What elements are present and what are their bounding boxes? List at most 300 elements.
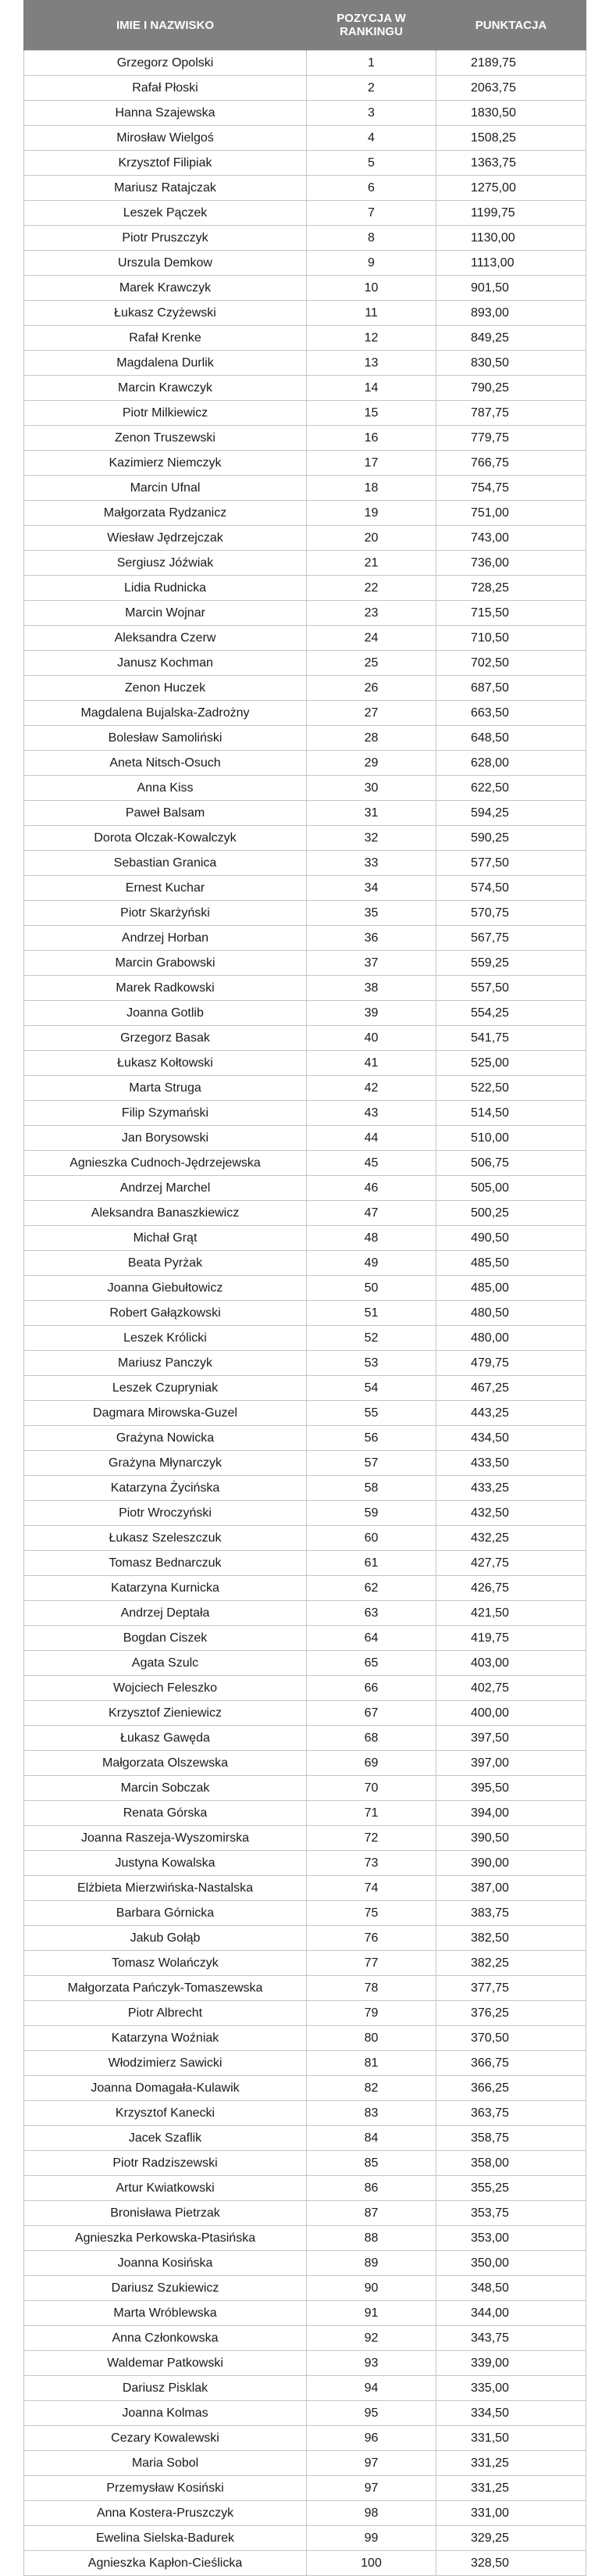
cell-name: Piotr Albrecht bbox=[24, 2001, 307, 2026]
cell-points: 348,50 bbox=[436, 2276, 586, 2301]
table-row bbox=[24, 1926, 586, 1951]
table-row bbox=[24, 1201, 586, 1226]
cell-name: Maria Sobol bbox=[24, 2451, 307, 2476]
table-row bbox=[24, 1851, 586, 1876]
cell-name: Zenon Huczek bbox=[24, 676, 307, 701]
cell-position: 97 bbox=[307, 2451, 436, 2476]
cell-name: Justyna Kowalska bbox=[24, 1851, 307, 1876]
cell-position: 22 bbox=[307, 576, 436, 601]
cell-points: 766,75 bbox=[436, 451, 586, 476]
cell-position: 28 bbox=[307, 726, 436, 751]
table-row bbox=[24, 1001, 586, 1026]
header-position: POZYCJA W RANKINGU bbox=[307, 0, 436, 51]
table-row bbox=[24, 2151, 586, 2176]
cell-points: 2189,75 bbox=[436, 51, 586, 76]
cell-position: 71 bbox=[307, 1801, 436, 1826]
cell-name: Lidia Rudnicka bbox=[24, 576, 307, 601]
cell-points: 490,50 bbox=[436, 1226, 586, 1251]
table-row bbox=[24, 1901, 586, 1926]
cell-name: Tomasz Wolańczyk bbox=[24, 1951, 307, 1976]
cell-position: 60 bbox=[307, 1526, 436, 1551]
cell-points: 433,25 bbox=[436, 1476, 586, 1501]
table-row bbox=[24, 451, 586, 476]
cell-name: Małgorzata Olszewska bbox=[24, 1751, 307, 1776]
cell-points: 559,25 bbox=[436, 951, 586, 976]
cell-points: 557,50 bbox=[436, 976, 586, 1001]
table-row bbox=[24, 151, 586, 176]
table-row bbox=[24, 1226, 586, 1251]
cell-points: 366,25 bbox=[436, 2076, 586, 2101]
cell-points: 480,50 bbox=[436, 1301, 586, 1326]
table-row bbox=[24, 1501, 586, 1526]
table-row bbox=[24, 2326, 586, 2351]
cell-points: 427,75 bbox=[436, 1551, 586, 1576]
table-row bbox=[24, 1426, 586, 1451]
cell-points: 1830,50 bbox=[436, 101, 586, 126]
table-header bbox=[24, 0, 586, 51]
table-row bbox=[24, 301, 586, 326]
table-row bbox=[24, 1176, 586, 1201]
table-row bbox=[24, 276, 586, 301]
cell-name: Anna Kostera-Pruszczyk bbox=[24, 2501, 307, 2526]
table-row bbox=[24, 1026, 586, 1051]
cell-position: 61 bbox=[307, 1551, 436, 1576]
cell-points: 377,75 bbox=[436, 1976, 586, 2001]
cell-name: Marta Struga bbox=[24, 1076, 307, 1101]
cell-name: Łukasz Czyżewski bbox=[24, 301, 307, 326]
cell-points: 1508,25 bbox=[436, 126, 586, 151]
header-name: IMIE I NAZWISKO bbox=[24, 0, 307, 51]
table-row bbox=[24, 201, 586, 226]
cell-name: Mariusz Panczyk bbox=[24, 1351, 307, 1376]
cell-points: 1275,00 bbox=[436, 176, 586, 201]
table-row bbox=[24, 551, 586, 576]
cell-name: Barbara Górnicka bbox=[24, 1901, 307, 1926]
cell-points: 432,50 bbox=[436, 1501, 586, 1526]
cell-name: Cezary Kowalewski bbox=[24, 2426, 307, 2451]
table-row bbox=[24, 2001, 586, 2026]
cell-position: 10 bbox=[307, 276, 436, 301]
cell-name: Aleksandra Banaszkiewicz bbox=[24, 1201, 307, 1226]
cell-position: 37 bbox=[307, 951, 436, 976]
cell-name: Paweł Balsam bbox=[24, 801, 307, 826]
cell-name: Ewelina Sielska-Badurek bbox=[24, 2526, 307, 2551]
cell-position: 34 bbox=[307, 876, 436, 901]
cell-points: 506,75 bbox=[436, 1151, 586, 1176]
cell-position: 56 bbox=[307, 1426, 436, 1451]
cell-name: Grzegorz Basak bbox=[24, 1026, 307, 1051]
cell-name: Katarzyna Kurnicka bbox=[24, 1576, 307, 1601]
cell-points: 343,75 bbox=[436, 2326, 586, 2351]
cell-position: 49 bbox=[307, 1251, 436, 1276]
table-row bbox=[24, 2201, 586, 2226]
cell-position: 57 bbox=[307, 1451, 436, 1476]
cell-points: 622,50 bbox=[436, 776, 586, 801]
cell-name: Krzysztof Filipiak bbox=[24, 151, 307, 176]
table-row bbox=[24, 426, 586, 451]
cell-position: 95 bbox=[307, 2401, 436, 2426]
table-row bbox=[24, 2501, 586, 2526]
cell-name: Joanna Kosińska bbox=[24, 2251, 307, 2276]
cell-points: 334,50 bbox=[436, 2401, 586, 2426]
cell-name: Leszek Czupryniak bbox=[24, 1376, 307, 1401]
table-row bbox=[24, 351, 586, 376]
cell-points: 2063,75 bbox=[436, 76, 586, 101]
cell-points: 522,50 bbox=[436, 1076, 586, 1101]
cell-name: Bronisława Pietrzak bbox=[24, 2201, 307, 2226]
cell-points: 331,25 bbox=[436, 2451, 586, 2476]
cell-name: Janusz Kochman bbox=[24, 651, 307, 676]
cell-position: 20 bbox=[307, 526, 436, 551]
cell-name: Dariusz Szukiewicz bbox=[24, 2276, 307, 2301]
cell-position: 73 bbox=[307, 1851, 436, 1876]
cell-name: Urszula Demkow bbox=[24, 251, 307, 276]
cell-name: Łukasz Gawęda bbox=[24, 1726, 307, 1751]
cell-points: 397,50 bbox=[436, 1726, 586, 1751]
cell-name: Wojciech Feleszko bbox=[24, 1676, 307, 1701]
cell-name: Marta Wróblewska bbox=[24, 2301, 307, 2326]
cell-position: 52 bbox=[307, 1326, 436, 1351]
cell-points: 901,50 bbox=[436, 276, 586, 301]
cell-position: 4 bbox=[307, 126, 436, 151]
table-row bbox=[24, 2401, 586, 2426]
table-row bbox=[24, 1776, 586, 1801]
cell-name: Jakub Gołąb bbox=[24, 1926, 307, 1951]
cell-position: 98 bbox=[307, 2501, 436, 2526]
cell-name: Jacek Szaflik bbox=[24, 2126, 307, 2151]
cell-name: Małgorzata Rydzanicz bbox=[24, 501, 307, 526]
cell-position: 89 bbox=[307, 2251, 436, 2276]
cell-position: 50 bbox=[307, 1276, 436, 1301]
table-row bbox=[24, 1626, 586, 1651]
cell-name: Marcin Krawczyk bbox=[24, 376, 307, 401]
table-row bbox=[24, 2351, 586, 2376]
cell-points: 590,25 bbox=[436, 826, 586, 851]
cell-points: 335,00 bbox=[436, 2376, 586, 2401]
cell-points: 353,75 bbox=[436, 2201, 586, 2226]
cell-name: Agata Szulc bbox=[24, 1651, 307, 1676]
cell-points: 376,25 bbox=[436, 2001, 586, 2026]
cell-position: 14 bbox=[307, 376, 436, 401]
cell-points: 331,25 bbox=[436, 2476, 586, 2501]
cell-points: 355,25 bbox=[436, 2176, 586, 2201]
table-row bbox=[24, 1101, 586, 1126]
cell-points: 403,00 bbox=[436, 1651, 586, 1676]
cell-points: 387,00 bbox=[436, 1876, 586, 1901]
cell-points: 394,00 bbox=[436, 1801, 586, 1826]
cell-points: 344,00 bbox=[436, 2301, 586, 2326]
table-row bbox=[24, 1301, 586, 1326]
cell-points: 363,75 bbox=[436, 2101, 586, 2126]
cell-points: 754,75 bbox=[436, 476, 586, 501]
table-body bbox=[24, 51, 586, 2576]
cell-points: 370,50 bbox=[436, 2026, 586, 2051]
cell-position: 12 bbox=[307, 326, 436, 351]
cell-position: 36 bbox=[307, 926, 436, 951]
cell-position: 94 bbox=[307, 2376, 436, 2401]
table-row bbox=[24, 2026, 586, 2051]
table-row bbox=[24, 2076, 586, 2101]
table-row bbox=[24, 1326, 586, 1351]
cell-position: 78 bbox=[307, 1976, 436, 2001]
cell-points: 751,00 bbox=[436, 501, 586, 526]
table-row bbox=[24, 726, 586, 751]
cell-position: 26 bbox=[307, 676, 436, 701]
table-row bbox=[24, 1401, 586, 1426]
cell-points: 500,25 bbox=[436, 1201, 586, 1226]
cell-name: Katarzyna Życińska bbox=[24, 1476, 307, 1501]
cell-position: 2 bbox=[307, 76, 436, 101]
table-row bbox=[24, 1876, 586, 1901]
table-row bbox=[24, 2226, 586, 2251]
cell-name: Sebastian Granica bbox=[24, 851, 307, 876]
cell-name: Leszek Królicki bbox=[24, 1326, 307, 1351]
table-row bbox=[24, 251, 586, 276]
cell-name: Rafał Krenke bbox=[24, 326, 307, 351]
cell-name: Przemysław Kosiński bbox=[24, 2476, 307, 2501]
cell-name: Magdalena Bujalska-Zadrożny bbox=[24, 701, 307, 726]
cell-points: 328,50 bbox=[436, 2551, 586, 2576]
cell-position: 58 bbox=[307, 1476, 436, 1501]
cell-position: 91 bbox=[307, 2301, 436, 2326]
cell-name: Aleksandra Czerw bbox=[24, 626, 307, 651]
cell-position: 31 bbox=[307, 801, 436, 826]
table-row bbox=[24, 2301, 586, 2326]
cell-name: Artur Kwiatkowski bbox=[24, 2176, 307, 2201]
cell-name: Grzegorz Opolski bbox=[24, 51, 307, 76]
cell-name: Leszek Pączek bbox=[24, 201, 307, 226]
cell-position: 53 bbox=[307, 1351, 436, 1376]
table-row bbox=[24, 476, 586, 501]
table-row bbox=[24, 2376, 586, 2401]
cell-name: Krzysztof Zieniewicz bbox=[24, 1701, 307, 1726]
cell-points: 382,25 bbox=[436, 1951, 586, 1976]
table-row bbox=[24, 576, 586, 601]
table-row bbox=[24, 976, 586, 1001]
cell-position: 88 bbox=[307, 2226, 436, 2251]
cell-name: Kazimierz Niemczyk bbox=[24, 451, 307, 476]
table-row bbox=[24, 1651, 586, 1676]
cell-points: 663,50 bbox=[436, 701, 586, 726]
table-row bbox=[24, 776, 586, 801]
cell-position: 24 bbox=[307, 626, 436, 651]
cell-position: 90 bbox=[307, 2276, 436, 2301]
cell-position: 46 bbox=[307, 1176, 436, 1201]
cell-points: 1130,00 bbox=[436, 226, 586, 251]
table-row bbox=[24, 1676, 586, 1701]
cell-points: 400,00 bbox=[436, 1701, 586, 1726]
cell-name: Agnieszka Kapłon-Cieślicka bbox=[24, 2551, 307, 2576]
cell-points: 353,00 bbox=[436, 2226, 586, 2251]
cell-name: Marcin Grabowski bbox=[24, 951, 307, 976]
table-row bbox=[24, 2251, 586, 2276]
cell-name: Anna Kiss bbox=[24, 776, 307, 801]
cell-name: Ernest Kuchar bbox=[24, 876, 307, 901]
cell-points: 710,50 bbox=[436, 626, 586, 651]
table-row bbox=[24, 876, 586, 901]
cell-points: 479,75 bbox=[436, 1351, 586, 1376]
cell-name: Piotr Skarżyński bbox=[24, 901, 307, 926]
cell-points: 787,75 bbox=[436, 401, 586, 426]
cell-name: Piotr Pruszczyk bbox=[24, 226, 307, 251]
cell-points: 554,25 bbox=[436, 1001, 586, 1026]
cell-points: 432,25 bbox=[436, 1526, 586, 1551]
cell-position: 72 bbox=[307, 1826, 436, 1851]
table-row bbox=[24, 401, 586, 426]
table-row bbox=[24, 2551, 586, 2576]
cell-position: 83 bbox=[307, 2101, 436, 2126]
table-row bbox=[24, 1076, 586, 1101]
cell-position: 41 bbox=[307, 1051, 436, 1076]
cell-name: Marek Radkowski bbox=[24, 976, 307, 1001]
cell-position: 7 bbox=[307, 201, 436, 226]
cell-position: 23 bbox=[307, 601, 436, 626]
cell-position: 1 bbox=[307, 51, 436, 76]
table-row bbox=[24, 1151, 586, 1176]
table-row bbox=[24, 2451, 586, 2476]
table-row bbox=[24, 901, 586, 926]
table-row bbox=[24, 1351, 586, 1376]
cell-points: 570,75 bbox=[436, 901, 586, 926]
cell-points: 419,75 bbox=[436, 1626, 586, 1651]
cell-name: Magdalena Durlik bbox=[24, 351, 307, 376]
cell-points: 574,50 bbox=[436, 876, 586, 901]
cell-position: 18 bbox=[307, 476, 436, 501]
table-row bbox=[24, 1951, 586, 1976]
cell-points: 358,75 bbox=[436, 2126, 586, 2151]
table-row bbox=[24, 2126, 586, 2151]
table-row bbox=[24, 626, 586, 651]
cell-position: 93 bbox=[307, 2351, 436, 2376]
table-row bbox=[24, 1526, 586, 1551]
table-row bbox=[24, 2051, 586, 2076]
cell-position: 39 bbox=[307, 1001, 436, 1026]
cell-position: 85 bbox=[307, 2151, 436, 2176]
ranking-sheet bbox=[23, 0, 586, 2576]
cell-position: 68 bbox=[307, 1726, 436, 1751]
table-row bbox=[24, 326, 586, 351]
cell-points: 339,00 bbox=[436, 2351, 586, 2376]
cell-name: Piotr Radziszewski bbox=[24, 2151, 307, 2176]
cell-position: 17 bbox=[307, 451, 436, 476]
cell-name: Andrzej Deptała bbox=[24, 1601, 307, 1626]
cell-position: 100 bbox=[307, 2551, 436, 2576]
cell-points: 467,25 bbox=[436, 1376, 586, 1401]
cell-name: Michał Grąt bbox=[24, 1226, 307, 1251]
header-row bbox=[24, 0, 586, 51]
cell-points: 390,00 bbox=[436, 1851, 586, 1876]
cell-position: 97 bbox=[307, 2476, 436, 2501]
cell-name: Katarzyna Woźniak bbox=[24, 2026, 307, 2051]
cell-position: 66 bbox=[307, 1676, 436, 1701]
cell-position: 6 bbox=[307, 176, 436, 201]
cell-position: 19 bbox=[307, 501, 436, 526]
cell-name: Beata Pyrżak bbox=[24, 1251, 307, 1276]
cell-position: 80 bbox=[307, 2026, 436, 2051]
cell-name: Rafał Płoski bbox=[24, 76, 307, 101]
cell-points: 743,00 bbox=[436, 526, 586, 551]
cell-points: 443,25 bbox=[436, 1401, 586, 1426]
cell-name: Filip Szymański bbox=[24, 1101, 307, 1126]
cell-points: 648,50 bbox=[436, 726, 586, 751]
cell-points: 1363,75 bbox=[436, 151, 586, 176]
cell-name: Małgorzata Pańczyk-Tomaszewska bbox=[24, 1976, 307, 2001]
table-row bbox=[24, 2526, 586, 2551]
cell-name: Dariusz Pisklak bbox=[24, 2376, 307, 2401]
cell-name: Marcin Wojnar bbox=[24, 601, 307, 626]
cell-name: Agnieszka Cudnoch-Jędrzejewska bbox=[24, 1151, 307, 1176]
cell-points: 395,50 bbox=[436, 1776, 586, 1801]
cell-position: 79 bbox=[307, 2001, 436, 2026]
table-row bbox=[24, 2426, 586, 2451]
cell-position: 55 bbox=[307, 1401, 436, 1426]
cell-position: 44 bbox=[307, 1126, 436, 1151]
ranking-table bbox=[23, 0, 586, 2576]
table-row bbox=[24, 1551, 586, 1576]
cell-name: Robert Gałązkowski bbox=[24, 1301, 307, 1326]
table-row bbox=[24, 801, 586, 826]
cell-name: Mariusz Ratajczak bbox=[24, 176, 307, 201]
table-row bbox=[24, 751, 586, 776]
cell-position: 86 bbox=[307, 2176, 436, 2201]
table-row bbox=[24, 2176, 586, 2201]
cell-points: 505,00 bbox=[436, 1176, 586, 1201]
table-row bbox=[24, 926, 586, 951]
cell-name: Piotr Wroczyński bbox=[24, 1501, 307, 1526]
cell-position: 38 bbox=[307, 976, 436, 1001]
cell-points: 1113,00 bbox=[436, 251, 586, 276]
cell-name: Włodzimierz Sawicki bbox=[24, 2051, 307, 2076]
cell-name: Grażyna Nowicka bbox=[24, 1426, 307, 1451]
cell-position: 47 bbox=[307, 1201, 436, 1226]
table-row bbox=[24, 826, 586, 851]
table-row bbox=[24, 1476, 586, 1501]
table-row bbox=[24, 951, 586, 976]
cell-position: 3 bbox=[307, 101, 436, 126]
cell-position: 21 bbox=[307, 551, 436, 576]
cell-name: Marcin Sobczak bbox=[24, 1776, 307, 1801]
cell-name: Grażyna Młynarczyk bbox=[24, 1451, 307, 1476]
cell-points: 628,00 bbox=[436, 751, 586, 776]
table-row bbox=[24, 526, 586, 551]
cell-points: 830,50 bbox=[436, 351, 586, 376]
cell-points: 350,00 bbox=[436, 2251, 586, 2276]
cell-position: 96 bbox=[307, 2426, 436, 2451]
cell-position: 30 bbox=[307, 776, 436, 801]
cell-points: 728,25 bbox=[436, 576, 586, 601]
cell-position: 11 bbox=[307, 301, 436, 326]
table-row bbox=[24, 2476, 586, 2501]
cell-points: 426,75 bbox=[436, 1576, 586, 1601]
cell-name: Łukasz Szeleszczuk bbox=[24, 1526, 307, 1551]
table-row bbox=[24, 1126, 586, 1151]
cell-position: 40 bbox=[307, 1026, 436, 1051]
cell-position: 29 bbox=[307, 751, 436, 776]
cell-points: 382,50 bbox=[436, 1926, 586, 1951]
cell-position: 42 bbox=[307, 1076, 436, 1101]
cell-name: Agnieszka Perkowska-Ptasińska bbox=[24, 2226, 307, 2251]
cell-position: 81 bbox=[307, 2051, 436, 2076]
cell-points: 510,00 bbox=[436, 1126, 586, 1151]
cell-points: 331,00 bbox=[436, 2501, 586, 2526]
cell-points: 329,25 bbox=[436, 2526, 586, 2551]
cell-points: 331,50 bbox=[436, 2426, 586, 2451]
cell-name: Mirosław Wielgoś bbox=[24, 126, 307, 151]
cell-name: Tomasz Bednarczuk bbox=[24, 1551, 307, 1576]
table-row bbox=[24, 1976, 586, 2001]
cell-points: 433,50 bbox=[436, 1451, 586, 1476]
table-row bbox=[24, 226, 586, 251]
